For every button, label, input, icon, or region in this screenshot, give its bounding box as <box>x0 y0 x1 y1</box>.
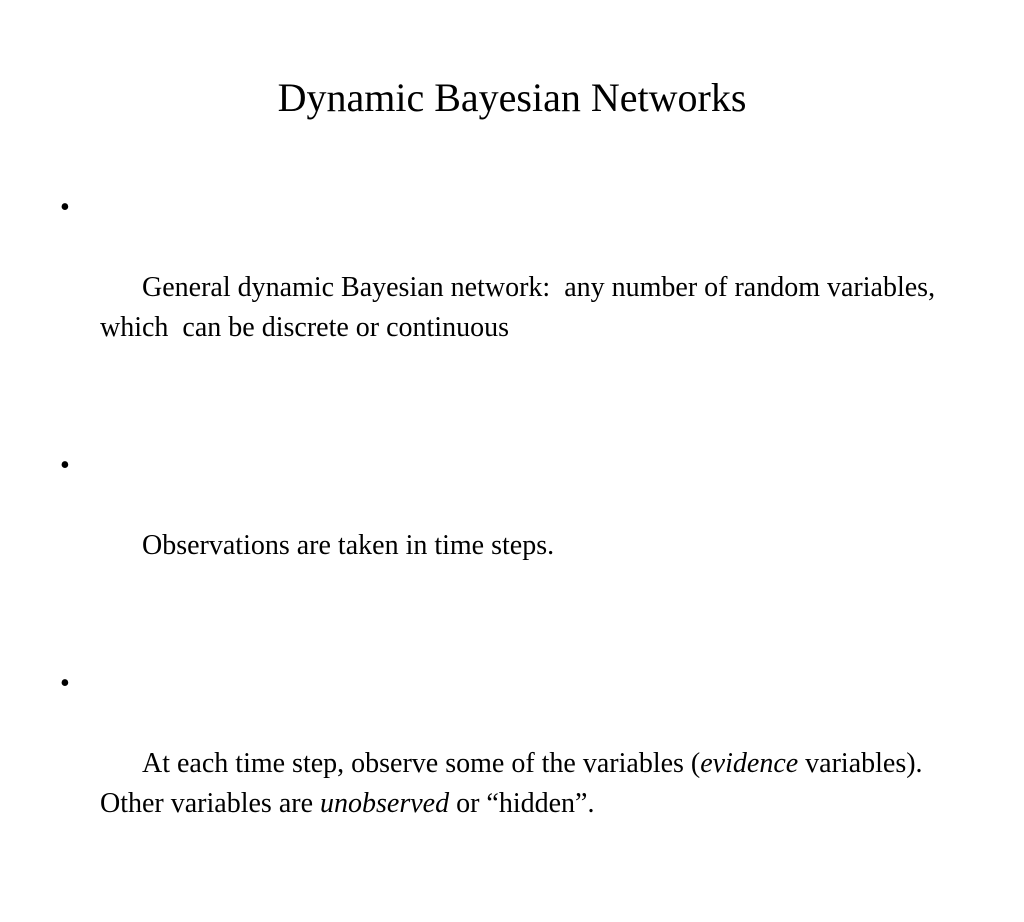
bullet-text-part: variables). Other variables are <box>100 748 937 819</box>
evidence-term: evidence <box>700 748 799 779</box>
bullet-list <box>58 188 943 922</box>
bullet-item-2 <box>58 446 938 606</box>
bullet-marker: • <box>60 450 70 481</box>
unobserved-term: unobserved <box>320 788 450 819</box>
bullet-text-part: At each time step, observe some of the variables ( <box>142 748 701 779</box>
bullet-text-part: or “hidden”. <box>449 788 595 819</box>
slide-title: Dynamic Bayesian Networks <box>277 75 747 120</box>
bullet-marker: • <box>60 668 70 699</box>
bullet-item-3 <box>58 664 938 864</box>
bullet-text: General dynamic Bayesian network: any number of random variables, which can be discrete or continuous <box>100 272 943 343</box>
bullet-item-1 <box>58 188 943 388</box>
bullet-marker: • <box>60 192 70 223</box>
bullet-text: Observations are taken in time steps. <box>142 530 555 561</box>
